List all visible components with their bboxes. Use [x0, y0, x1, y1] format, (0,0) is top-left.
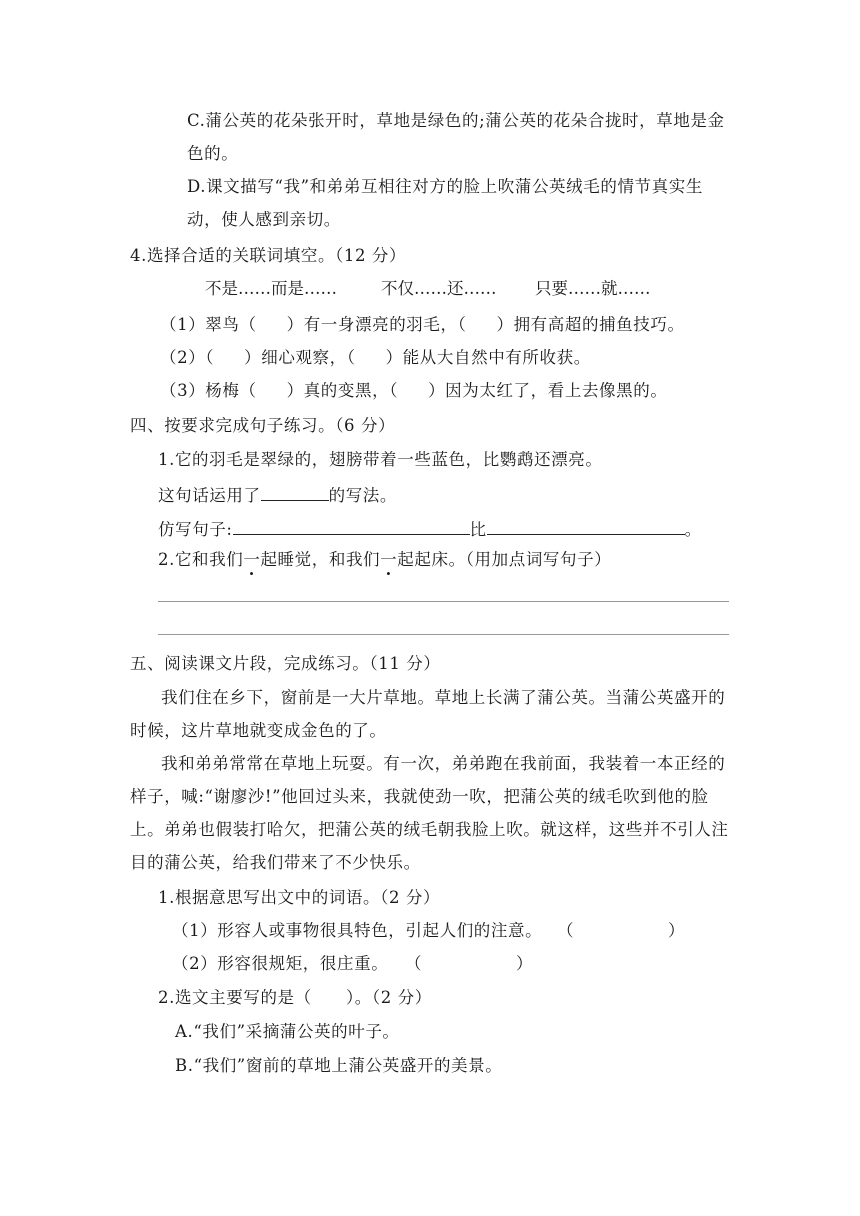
section-5-title: 五、阅读课文片段，完成练习。（11 分）	[130, 654, 441, 673]
passage-p2-line3: 上。弟弟也假装打哈欠，把蒲公英的绒毛朝我脸上吹。就这样，这些并不引人注	[130, 820, 729, 839]
imitate-blank-2[interactable]	[487, 518, 685, 535]
answer-paren-right: ）	[668, 921, 686, 940]
section-4-q1: 1.它的羽毛是翠绿的，翅膀带着一些蓝色，比鹦鹉还漂亮。	[158, 450, 603, 469]
section-4-q1-imitate: 仿写句子: 比 。	[158, 520, 702, 539]
conjunction-options	[0, 278, 860, 300]
conjunction-option: 不仅……还……	[381, 279, 497, 298]
passage-p1-line2: 时候，这片草地就变成金色的了。	[130, 721, 387, 740]
section-5-q2-title: 2.选文主要写的是（ ）。（2 分）	[158, 988, 432, 1007]
passage-p1-line1: 我们住在乡下，窗前是一大片草地。草地上长满了蒲公英。当蒲公英盛开的	[161, 688, 726, 707]
section-5-q1-1: （1）形容人或事物很具特色，引起人们的注意。	[172, 921, 543, 940]
answer-paren-left: （	[557, 921, 575, 940]
section-5-q1-title: 1.根据意思写出文中的词语。（2 分）	[158, 888, 441, 907]
method-blank[interactable]	[261, 484, 329, 501]
passage-p2-line2: 样子，喊:“谢廖沙!”他回过头来，我就使劲一吹，把蒲公英的绒毛吹到他的脸	[130, 787, 709, 806]
option-c-line1: C.蒲公英的花朵张开时，草地是绿色的;蒲公英的花朵合拢时，草地是金	[187, 111, 725, 130]
answer-line[interactable]	[158, 601, 729, 602]
answer-paren-right: ）	[516, 954, 534, 973]
section-5-q1-2: （2）形容很规矩，很庄重。	[172, 954, 389, 973]
passage-p2-line1: 我和弟弟常常在草地上玩耍。有一次，弟弟跑在我前面，我装着一本正经的	[161, 754, 726, 773]
fill-sentence-1: （1）翠鸟（ ）有一身漂亮的羽毛，（ ）拥有高超的捕鱼技巧。	[160, 315, 685, 334]
section-4-q2: 2.它和我们一起睡觉，和我们一起起床。（用加点词写句子）	[158, 550, 612, 569]
option-c-line2: 色的。	[187, 144, 239, 163]
conjunction-option: 不是……而是……	[205, 279, 337, 298]
option-d-line1: D.课文描写“我”和弟弟互相往对方的脸上吹蒲公英绒毛的情节真实生	[187, 177, 703, 196]
section-5-q2-option-b: B.“我们”窗前的草地上蒲公英盛开的美景。	[175, 1056, 503, 1075]
imitate-blank-1[interactable]	[233, 518, 470, 535]
section-4-title: 四、按要求完成句子练习。（6 分）	[130, 416, 396, 435]
question-4-title: 4.选择合适的关联词填空。（12 分）	[130, 246, 407, 265]
section-5-q2-option-a: A.“我们”采摘蒲公英的叶子。	[175, 1022, 400, 1041]
section-4-q1-method: 这句话运用了 的写法。	[158, 486, 398, 505]
fill-sentence-2: （2）（ ）细心观察，（ ）能从大自然中有所收获。	[160, 348, 591, 367]
emphasis-dot-char: 一	[243, 550, 261, 569]
conjunction-option: 只要……就……	[535, 279, 651, 298]
passage-p2-line4: 目的蒲公英，给我们带来了不少快乐。	[130, 853, 421, 872]
answer-line[interactable]	[158, 634, 729, 635]
answer-paren-left: （	[405, 954, 423, 973]
option-d-line2: 动，使人感到亲切。	[187, 210, 341, 229]
emphasis-dot-char: 一	[380, 550, 398, 569]
fill-sentence-3: （3）杨梅（ ）真的变黑，（ ）因为太红了，看上去像黑的。	[160, 381, 668, 400]
